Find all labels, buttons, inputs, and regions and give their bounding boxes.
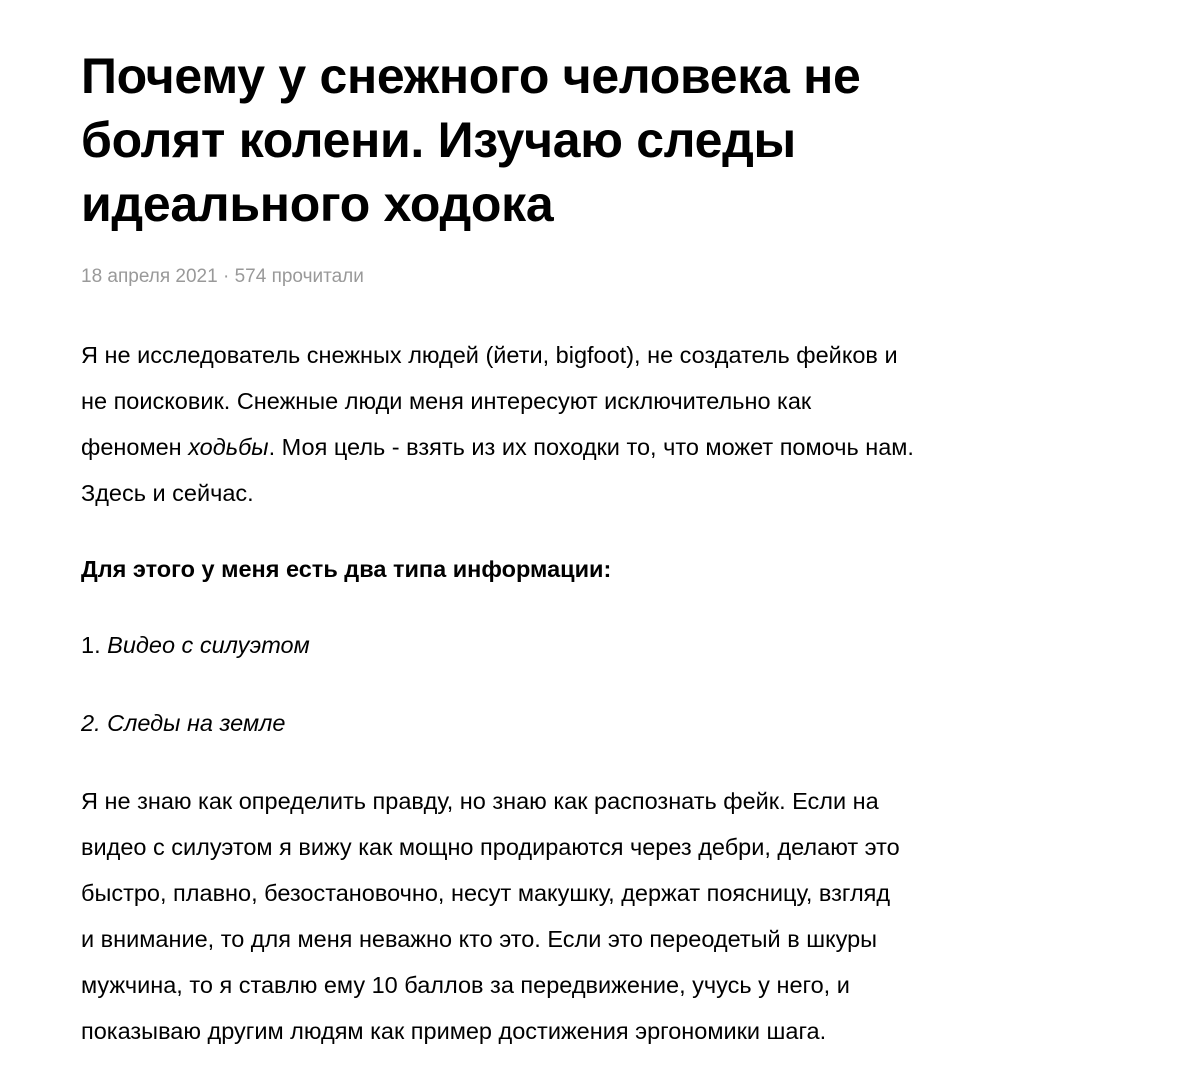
intro-paragraph [81, 332, 1141, 516]
meta-separator: · [217, 266, 235, 287]
text-line [81, 424, 1141, 470]
article [81, 44, 1141, 1054]
list-item [81, 700, 1141, 746]
text-line: Здесь и сейчас. [81, 480, 254, 506]
text-line: мужчина, то я ставлю ему 10 баллов за передвижение, учусь у него, и [81, 972, 850, 998]
article-title [81, 44, 1141, 236]
text-line: Я не исследователь снежных людей (йети, bigfoot), не создатель фейков и [81, 342, 898, 368]
article-meta [81, 266, 1141, 288]
publish-date: 18 апреля 2021 [81, 266, 218, 287]
text-line: быстро, плавно, безостановочно, несут макушку, держат поясницу, взгляд [81, 880, 891, 906]
text-line: Я не знаю как определить правду, но знаю как распознать фейк. Если на [81, 788, 879, 814]
list-item-text: 2. Следы на земле [81, 710, 286, 736]
text-segment: феномен [81, 434, 189, 460]
title-line: идеального ходока [81, 176, 554, 232]
text-line: показываю другим людям как пример достижения эргономики шага. [81, 1018, 827, 1044]
text-segment: . Моя цель - взять из их походки то, что может помочь нам. [268, 434, 914, 460]
title-line: Почему у снежного человека не [81, 48, 861, 104]
text-line: видео с силуэтом я вижу как мощно продираются через дебри, делают это [81, 834, 900, 860]
title-line: болят колени. Изучаю следы [81, 112, 796, 168]
text-line: и внимание, то для меня неважно кто это. Если это переодетый в шкуры [81, 926, 878, 952]
list-item-text: Видео с силуэтом [107, 632, 310, 658]
read-count: 574 прочитали [234, 266, 364, 287]
list-item [81, 622, 1141, 668]
subheading: Для этого у меня есть два типа информации: [81, 556, 612, 582]
list-number: 1. [81, 632, 108, 658]
text-line: не поисковик. Снежные люди меня интересуют исключительно как [81, 388, 812, 414]
body-paragraph [81, 778, 1141, 1054]
emphasis-text: ходьбы [188, 434, 269, 460]
